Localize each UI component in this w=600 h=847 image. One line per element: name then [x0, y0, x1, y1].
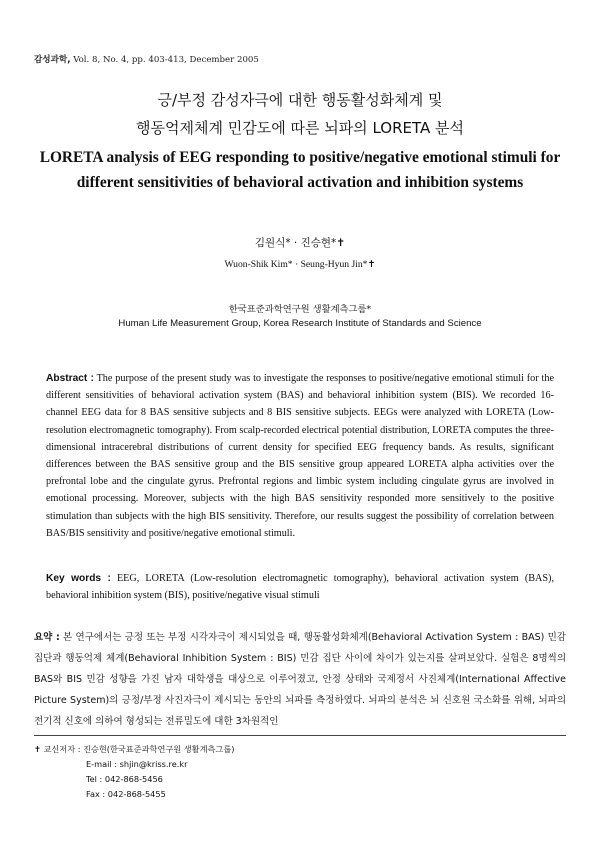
contact-tel: Tel : 042-868-5456	[86, 774, 163, 784]
keywords	[46, 570, 554, 604]
affiliation-english: Human Life Measurement Group, Korea Research Institute of Standards and Science	[118, 318, 482, 329]
corresponding-author: ✝ 교신저자 : 진승현(한국표준과학연구원 생활계측그룹)	[34, 744, 235, 754]
footnote	[34, 742, 234, 802]
affiliation-korean: 한국표준과학연구원 생활계측그룹*	[228, 304, 372, 315]
keywords-label: Key words :	[46, 573, 111, 584]
abstract-label: Abstract :	[46, 373, 94, 384]
journal-citation: Vol. 8, No. 4, pp. 403-413, December 2005	[70, 55, 259, 65]
abstract-text: The purpose of the present study was to investigate the responses to positive/negative emotional stimuli for the different sensitivities of behavioral activation system (BAS) and behavioral inhibition system (BIS). We recorded 16-channel EEG data for 8 BAS sensitive subjects and 8 BIS sensitive subjects. EEGs were analyzed with LORETA (Low-resolution electromagnetic tomography). From scalp-recorded electrical potential distribution, LORETA computes the three-dimensional intracerebral distributions of current density for specified EEG frequency bands. As results, significant differences between the BAS sensitive group and the BIS sensitive group appeared LORETA alpha activities over the prefrontal lobe and the cingulate gyrus. Prefrontal regions and limbic system including cingulate gyrus are involved in emotional processing. Moreover, subjects with the high BAS sensitivity responded more sensitively to the positive stimulation than subjects with the high BIS sensitivity. Therefore, our results suggest the possibility of correlation between BAS/BIS sensitivity and positive/negative emotional stimuli.	[46, 373, 554, 539]
journal-header	[34, 53, 259, 65]
summary-label: 요약 :	[34, 632, 60, 643]
korean-summary	[34, 627, 566, 732]
journal-name: 감성과학,	[34, 55, 71, 65]
authors-english: Wuon-Shik Kim* · Seung-Hyun Jin*✝	[224, 259, 376, 270]
contact-email: E-mail : shjin@kriss.re.kr	[86, 759, 188, 769]
english-title-line-2: different sensitivities of behavioral activation and inhibition systems	[76, 174, 524, 191]
keywords-text: EEG, LORETA (Low-resolution electromagnetic tomography), behavioral activation system (BAS), behavioral inhibition system (BIS), positive/negative visual stimuli	[46, 573, 554, 602]
korean-title-line-1: 긍/부정 감성자극에 대한 행동활성화체계 및	[157, 91, 443, 109]
authors-korean: 김원식* · 진승현*✝	[254, 237, 346, 249]
english-title-line-1: LORETA analysis of EEG responding to positive/negative emotional stimuli for	[39, 149, 561, 166]
abstract	[46, 370, 554, 542]
footnote-divider	[34, 735, 566, 736]
korean-title-line-2: 행동억제체계 민감도에 따른 뇌파의 LORETA 분석	[136, 119, 464, 137]
summary-text: 본 연구에서는 긍정 또는 부정 시각자극이 제시되었을 때, 행동활성화체계(Behavioral Activation System : BAS) 민감 집단과 행동억제 체계(Behavioral Inhibition System : BIS) 민감 집단 사이에 차이가 있는지를 살펴보았다. 실험은 8명씩의 BAS와 BIS 민감 성향을 가진 남자 대학생을 대상으로 이루어졌고, 안정 상태와 국제정서 사진체계(International Affective Picture System)의 긍정/부정 사진자극이 제시되는 동안의 뇌파를 측정하였다. 뇌파의 분석은 뇌 신호원 국소화를 위해, 뇌파의 전기적 신호에 의하여 형성되는 전류밀도에 대한 3차원적인	[34, 632, 566, 727]
contact-fax: Fax : 042-868-5455	[86, 789, 166, 799]
